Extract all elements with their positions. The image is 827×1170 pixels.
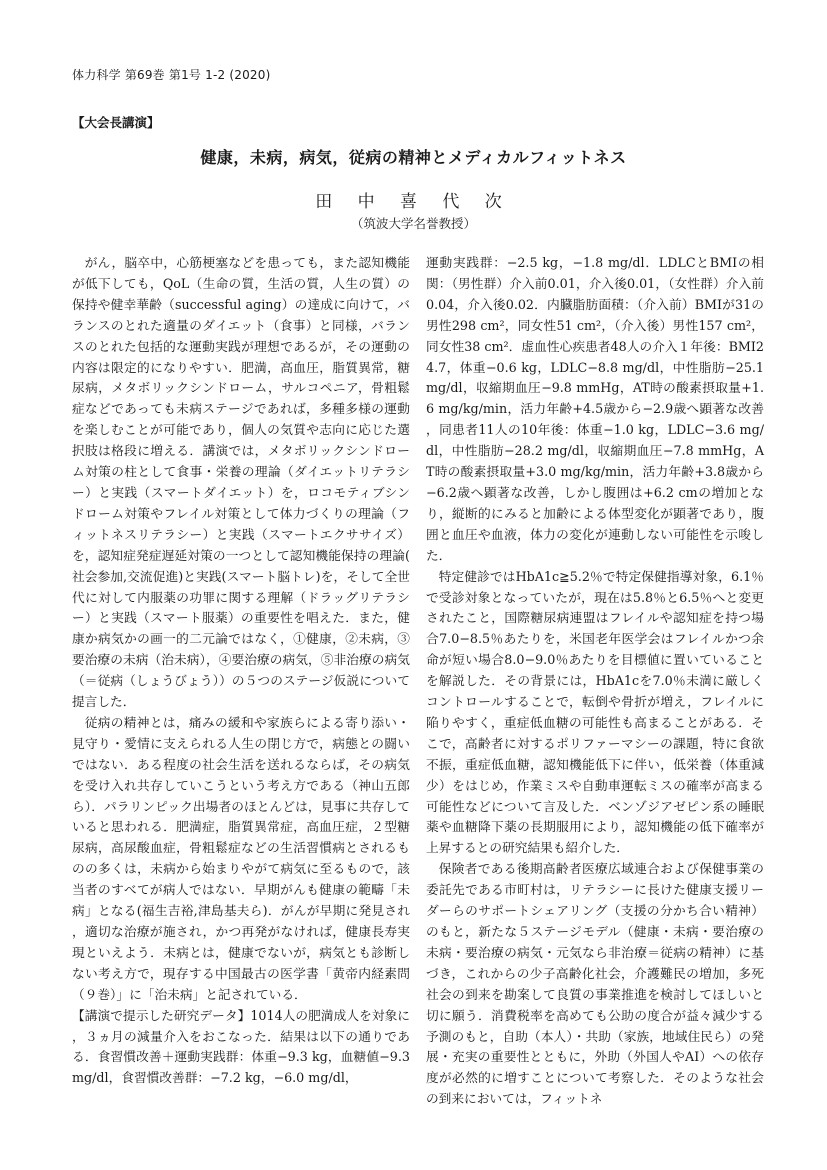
left-column (72, 253, 410, 1089)
author-affiliation: （筑波大学名誉教授） (350, 216, 476, 231)
body-paragraph: 運動実践群：−2.5 kg，−1.8 mg/dl．LDLCとBMIの相関：（男性群）介入前0.01，介入後0.01，（女性群）介入前0.04，介入後0.02．内臓脂肪面積：（介入前）BMIが31の男性298 cm²，同女性51 cm²，（介入後）男性157 cm²，同女性38 cm²．虚血性心疾患者48人の介入１年後：BMI24.7，体重−0.6 kg，LDLC−8.8 mg/dl，中性脂肪−25.1 mg/dl，収縮期血圧−9.8 mmHg，AT時の酸素摂取量+1.6 mg/kg/min，活力年齢+4.5歳から−2.9歳へ顕著な改善，同患者11人の10年後：体重−1.0 kg，LDLC−3.6 mg/dl，中性脂肪−28.2 mg/dl，収縮期血圧−7.8 mmHg，AT時の酸素摂取量+3.0 mg/kg/min，活力年齢+3.8歳から−6.2歳へ顕著な改善，しかし腹囲は+6.2 cmの増加となり，縦断的にみると加齢による体型変化が顕著であり，腹囲と血圧や血液，体力の変化が連動しない可能性を示唆した． (426, 255, 764, 563)
section-label: 【大会長講演】 (72, 115, 160, 130)
body-paragraph: 保険者である後期高齢者医療広域連合および保健事業の委託先である市町村は，リテラシーに長けた健康支援リーダーらのサポートシェアリング（支援の分かち合い精神）のもと，新たな５ステージモデル（健康・未病・要治療の未病・要治療の病気・元気なら非治療＝従病の精神）に基づき，これからの少子高齢化社会，介護難民の増加，多死社会の到来を勘案して良質の事業推進を検討してほしいと切に願う．消費税率を高めても公助の度合が益々減少する予測のもと，自助（本人）・共助（家族，地域住民ら）の発展・充実の重要性とともに，外助（外国人やAI）への依存度が必然的に増すことについて考察した．そのような社会の到来においては，フィットネ (426, 861, 764, 1107)
body-paragraph: がん，脳卒中，心筋梗塞などを患っても，また認知機能が低下しても，QoL（生命の質，生活の質，人生の質）の保持や健幸華齢（successful aging）の達成に向けて，バランスのとれた適量のダイエット（食事）と同様，バランスのとれた包括的な運動実践が理想であるが，その運動の内容は限定的になりやすい．肥満，高血圧，脂質異常，糖尿病，メタボリックシンドローム，サルコペニア，骨粗鬆症などであっても未病ステージであれば，多種多様の運動を楽しむことが可能であり，個人の気質や志向に応じた選択肢は格段に増える．講演では，メタボリックシンドローム対策の柱として食事・栄養の理論（ダイエットリテラシー）と実践（スマートダイエット）を，ロコモティブシンドローム対策やフレイル対策として体力づくりの理論（フィットネスリテラシー）と実践（スマートエクササイズ）を，認知症発症遅延対策の一つとして認知機能保持の理論(社会参加,交流促進)と実践(スマート脳トレ)を，そして全世代に対して内服薬の功罪に関する理解（ドラッグリテラシー）と実践（スマート服薬）の重要性を唱えた．また，健康か病気かの画一的二元論ではなく，①健康，②未病，③要治療の未病（治未病），④要治療の病気，⑤非治療の病気（＝従病（しょうびょう））の５つのステージ仮説について提言した． (72, 255, 410, 710)
author-name: 田 中 喜 代 次 (315, 192, 512, 212)
body-paragraph: 特定健診ではHbA1c≧5.2％で特定保健指導対象，6.1％で受診対象となっていたが，現在は5.8％と6.5％へと変更されたこと，国際糖尿病連盟はフレイルや認知症を持つ場合7.0−8.5％あたりを，米国老年医学会はフレイルかつ余命が短い場合8.0−9.0％あたりを目標値に置いていることを解説した．その背景には，HbA1cを7.0％未満に厳しくコントロールすることで，転倒や骨折が増え，フレイルに陥りやすく，重症低血糖の可能性も高まることがある．そこで，高齢者に対するポリファーマシーの課題，特に食欲不振，重症低血糖，認知機能低下に伴い，低栄養（体重減少）をはじめ，作業ミスや自動車運転ミスの確率が高まる可能性などについて言及した．ベンゾジアゼピン系の睡眠薬や血糖降下薬の長期服用により，認知機能の低下確率が上昇するとの研究結果も紹介した． (426, 568, 764, 856)
body-paragraph: 【講演で提示した研究データ】1014人の肥満成人を対象に，３ヵ月の減量介入をおこなった．結果は以下の通りである．食習慣改善＋運動実践群：体重−9.3 kg，血糖値−9.3 mg/dl，食習慣改善群：−7.2 kg，−6.0 mg/dl， (72, 1007, 410, 1086)
body-paragraph: 従病の精神とは，痛みの緩和や家族らによる寄り添い・見守り・愛情に支えられる人生の閉じ方で，病態との闘いではない．ある程度の社会生活を送れるならば，その病気を受け入れ共存していこうという考え方である（神山五郎ら）．パラリンピック出場者のほとんどは，見事に共存していると思われる．肥満症，脂質異常症，高血圧症，２型糖尿病，高尿酸血症，骨粗鬆症などの生活習慣病とされるものの多くは，未病から始まりやがて病気に至るもので，該当者のすべてが病人ではない．早期がんも健康の範疇「未病」となる(福生吉裕,津島基夫ら)．がんが早期に発見され，適切な治療が施され，かつ再発がなければ，健康長寿実現といえよう．未病とは，健康でないが，病気とも診断しない考え方で，現存する中国最古の医学書「黄帝内経素問（９巻）」に「治未病」と記されている． (72, 714, 410, 1002)
right-column (426, 253, 764, 1110)
journal-header: 体力科学 第69巻 第1号 1-2 (2020) (72, 68, 271, 82)
paper-title: 健康，未病，病気，従病の精神とメディカルフィットネス (200, 148, 627, 167)
